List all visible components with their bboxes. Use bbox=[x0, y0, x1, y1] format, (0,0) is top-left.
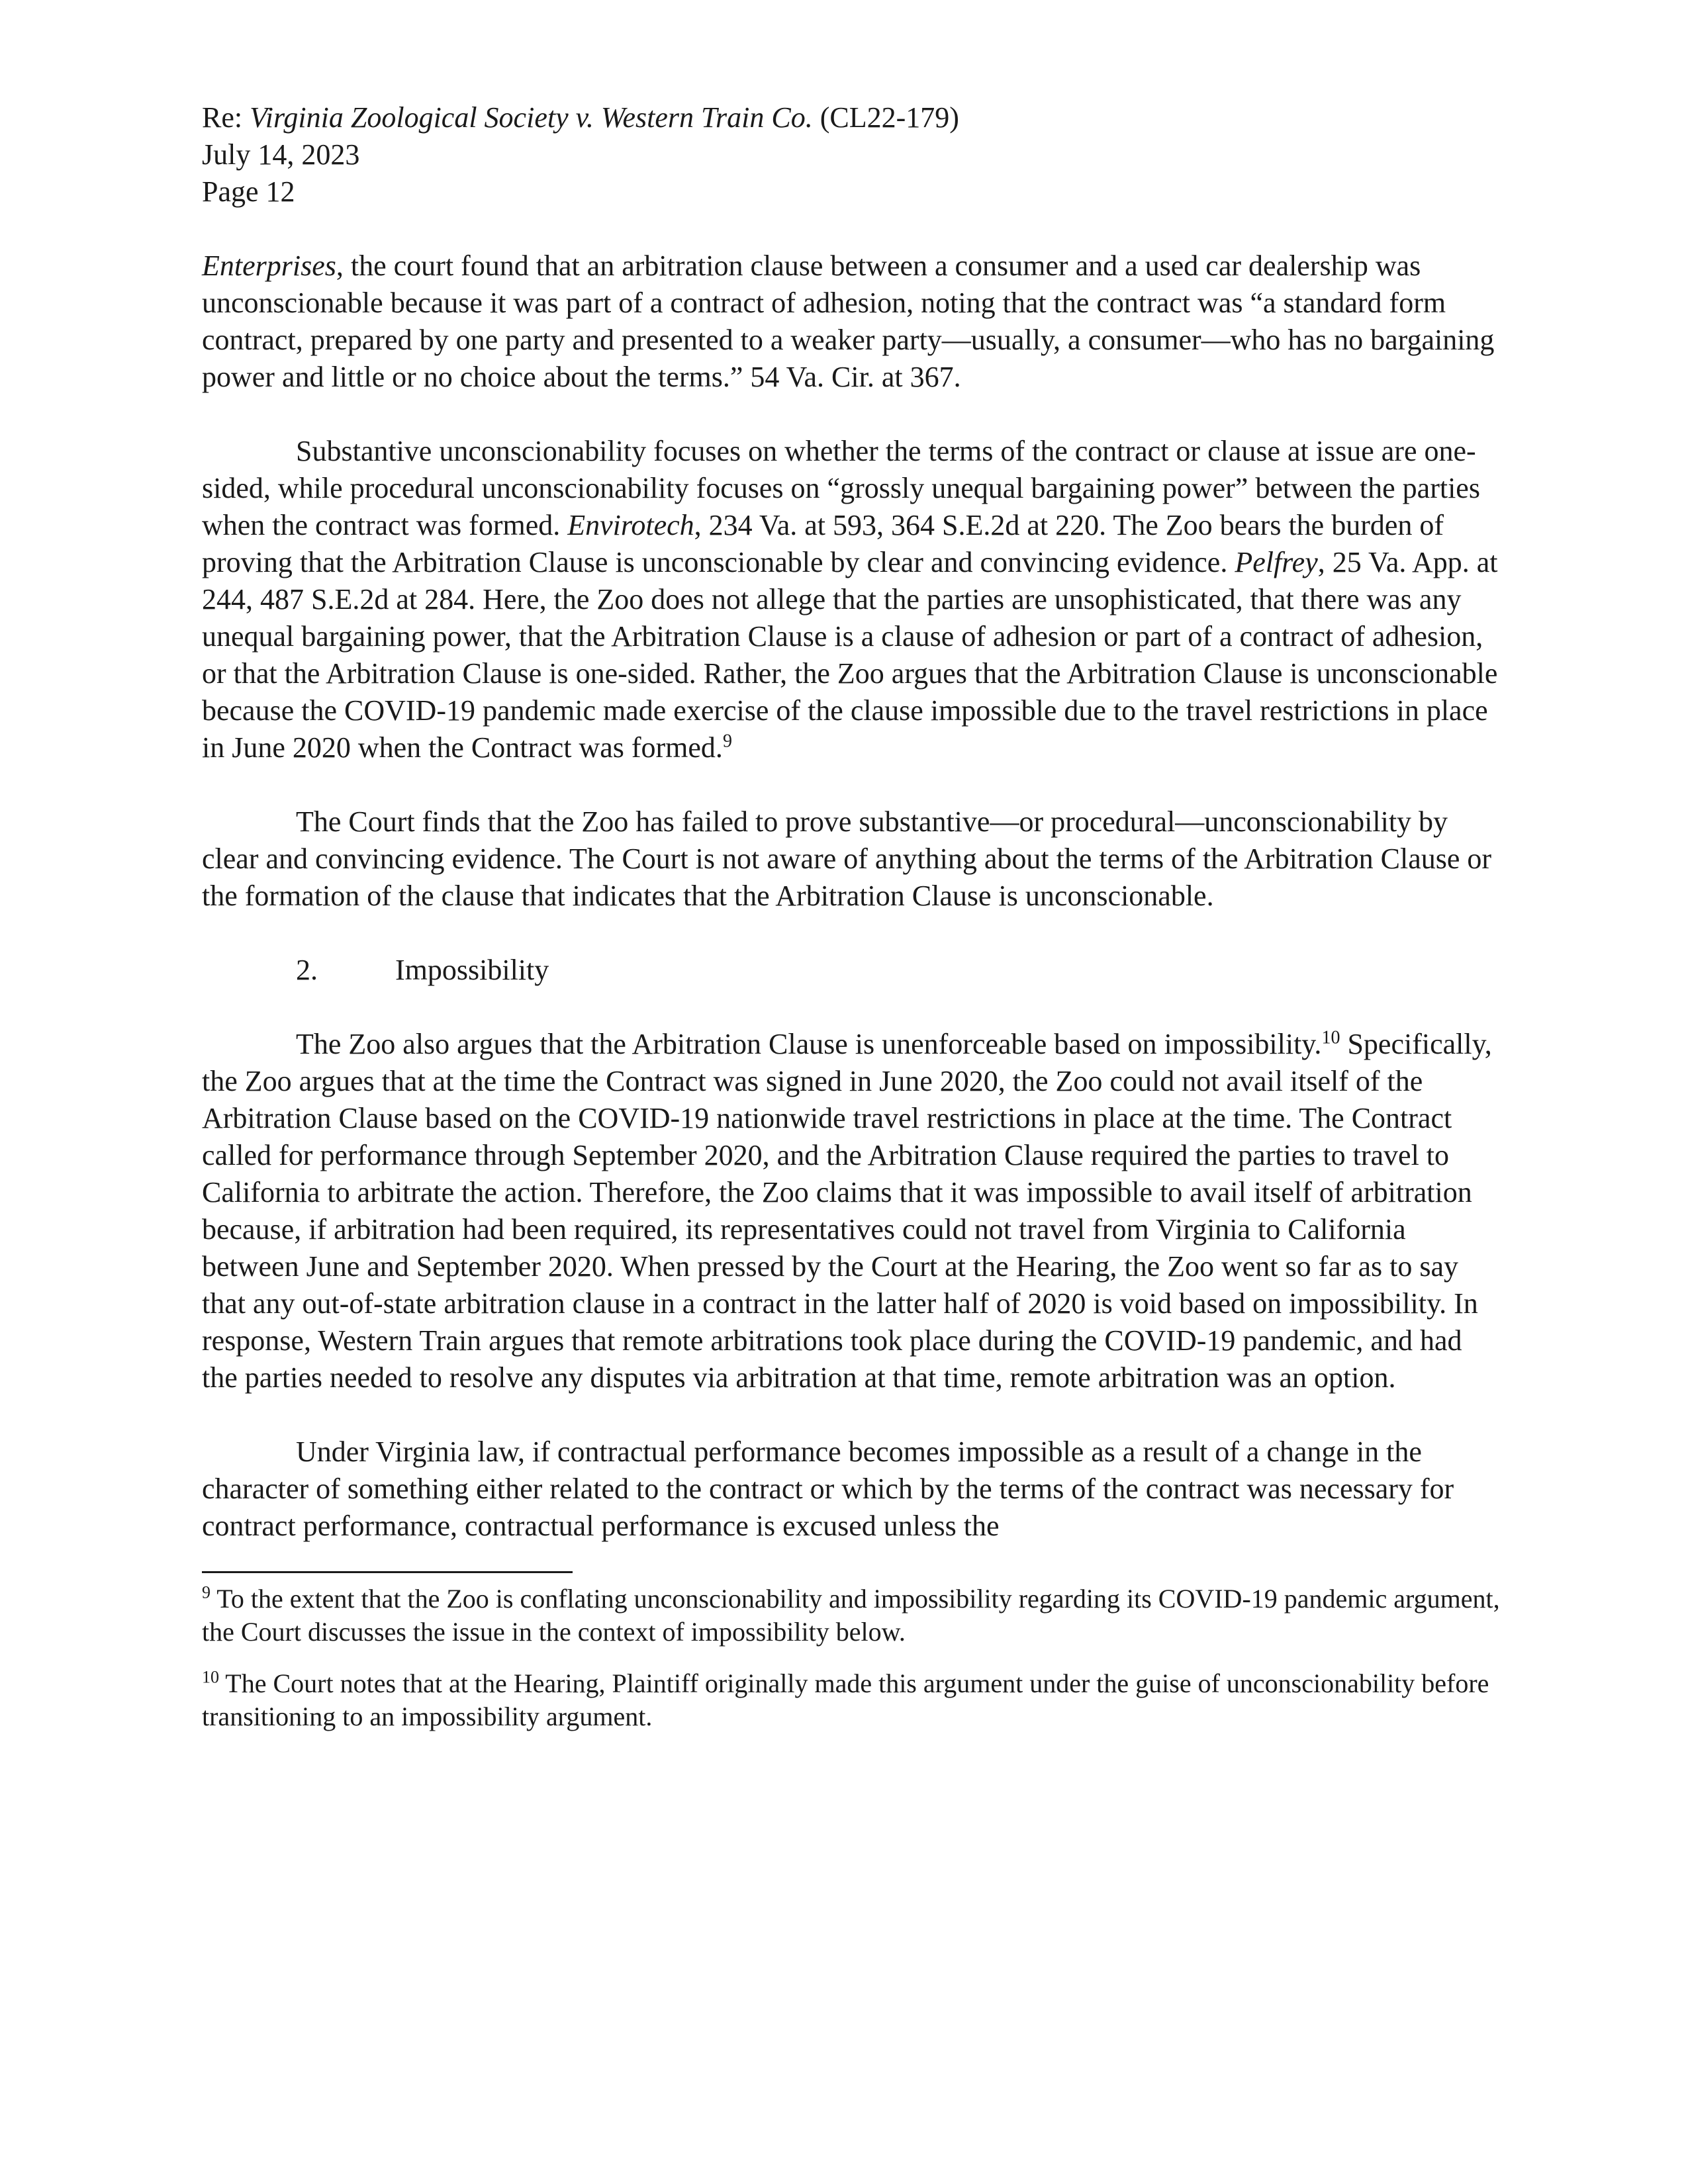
section-heading-impossibility bbox=[202, 952, 1503, 989]
paragraph-virginia-law bbox=[202, 1433, 1503, 1545]
paragraph-text: Specifically, the Zoo argues that at the time the Contract was signed in June 2020, the Zoo could not avail itself of the Arbitration Clause based on the COVID-19 nationwide travel restrictions in place at the time. The Contract called for performance through September 2020, and the Arbitration Clause required the parties to travel to California to arbitrate the action. Therefore, the Zoo claims that it was impossible to avail itself of arbitration because, if arbitration had been required, its representatives could not travel from Virginia to California between June and September 2020. When pressed by the Court at the Hearing, the Zoo went so far as to say that any out-of-state arbitration clause in a contract in the latter half of 2020 is void based on impossibility. In response, Western Train argues that remote arbitrations took place during the COVID-19 pandemic, and had the parties needed to resolve any disputes via arbitration at that time, remote arbitration was an option. bbox=[202, 1028, 1492, 1394]
footnote-10 bbox=[202, 1667, 1503, 1733]
case-citation-italic: Pelfrey bbox=[1235, 546, 1318, 578]
spacer bbox=[202, 210, 1503, 248]
paragraph-text: The Court finds that the Zoo has failed to prove substantive—or procedural—unconscionability by clear and convincing evidence. The Court is not aware of anything about the terms of the Arbitration Clause or the formation of the clause that indicates that the Arbitration Clause is unconscionable. bbox=[202, 805, 1492, 912]
page-number: Page 12 bbox=[202, 175, 295, 208]
paragraph-impossibility-argument bbox=[202, 1026, 1503, 1396]
footnote-reference[interactable]: 10 bbox=[1321, 1027, 1340, 1048]
spacer bbox=[202, 1396, 1503, 1433]
paragraph-text: The Zoo also argues that the Arbitration Clause is unenforceable based on impossibility. bbox=[296, 1028, 1322, 1060]
paragraph-text: Substantive unconscionability focuses on whether the terms of the contract or clause at issue are one-sided, while procedural unconscionability focuses on “grossly unequal bargaining power” between the parties when the contract was formed. bbox=[202, 435, 1480, 541]
case-number: (CL22-179) bbox=[812, 101, 959, 134]
document-page bbox=[202, 99, 1503, 1752]
footnote-number: 9 bbox=[202, 1582, 211, 1602]
paragraph-text: , 25 Va. App. at 244, 487 S.E.2d at 284. Here, the Zoo does not allege that the parties are unsophisticated, that there was any unequal bargaining power, that the Arbitration Clause is a clause of adhesion or part of a contract of adhesion, or that the Arbitration Clause is one-sided. Rather, the Zoo argues that the Arbitration Clause is unconscionable because the COVID-19 pandemic made exercise of the clause impossible due to the travel restrictions in place in June 2020 when the Contract was formed. bbox=[202, 546, 1498, 764]
paragraph-enterprises bbox=[202, 248, 1503, 396]
footnote-text: The Court notes that at the Hearing, Plaintiff originally made this argument under the guise of unconscionability before transitioning to an impossibility argument. bbox=[202, 1668, 1489, 1731]
case-reference-line bbox=[202, 99, 1503, 136]
case-citation-italic: Envirotech bbox=[567, 509, 694, 541]
case-name: Virginia Zoological Society v. Western Train Co. bbox=[250, 101, 813, 134]
spacer bbox=[202, 396, 1503, 433]
paragraph-court-finding bbox=[202, 803, 1503, 915]
section-title: Impossibility bbox=[395, 954, 549, 986]
footnote-text: To the extent that the Zoo is conflating unconscionability and impossibility regarding its COVID-19 pandemic argument, the Court discusses the issue in the context of impossibility below. bbox=[202, 1584, 1500, 1647]
spacer bbox=[202, 915, 1503, 952]
re-prefix: Re: bbox=[202, 101, 250, 134]
letter-header bbox=[202, 99, 1503, 210]
paragraph-text: , 234 Va. at 593, 364 S.E.2d at 220. The Zoo bears the burden of proving that the Arbitration Clause is unconscionable by clear and convincing evidence. bbox=[202, 509, 1444, 578]
paragraph-text: Under Virginia law, if contractual performance becomes impossible as a result of a change in the character of something either related to the contract or which by the terms of the contract was necessary for contract performance, contractual performance is excused unless the bbox=[202, 1435, 1454, 1542]
spacer bbox=[202, 989, 1503, 1026]
paragraph-text: , the court found that an arbitration clause between a consumer and a used car dealership was unconscionable because it was part of a contract of adhesion, noting that the contract was “a standard form contract, prepared by one party and presented to a weaker party—usually, a consumer—who has no bargaining power and little or no choice about the terms.” 54 Va. Cir. at 367. bbox=[202, 250, 1495, 393]
paragraph-substantive-unconscionability bbox=[202, 433, 1503, 766]
footnote-reference[interactable]: 9 bbox=[722, 731, 732, 752]
footnote-9 bbox=[202, 1582, 1503, 1649]
footnote-divider bbox=[202, 1571, 573, 1573]
spacer bbox=[202, 766, 1503, 803]
letter-date: July 14, 2023 bbox=[202, 138, 360, 171]
footnote-number: 10 bbox=[202, 1667, 219, 1687]
section-number: 2. bbox=[296, 954, 318, 986]
case-citation-italic: Enterprises bbox=[202, 250, 336, 282]
